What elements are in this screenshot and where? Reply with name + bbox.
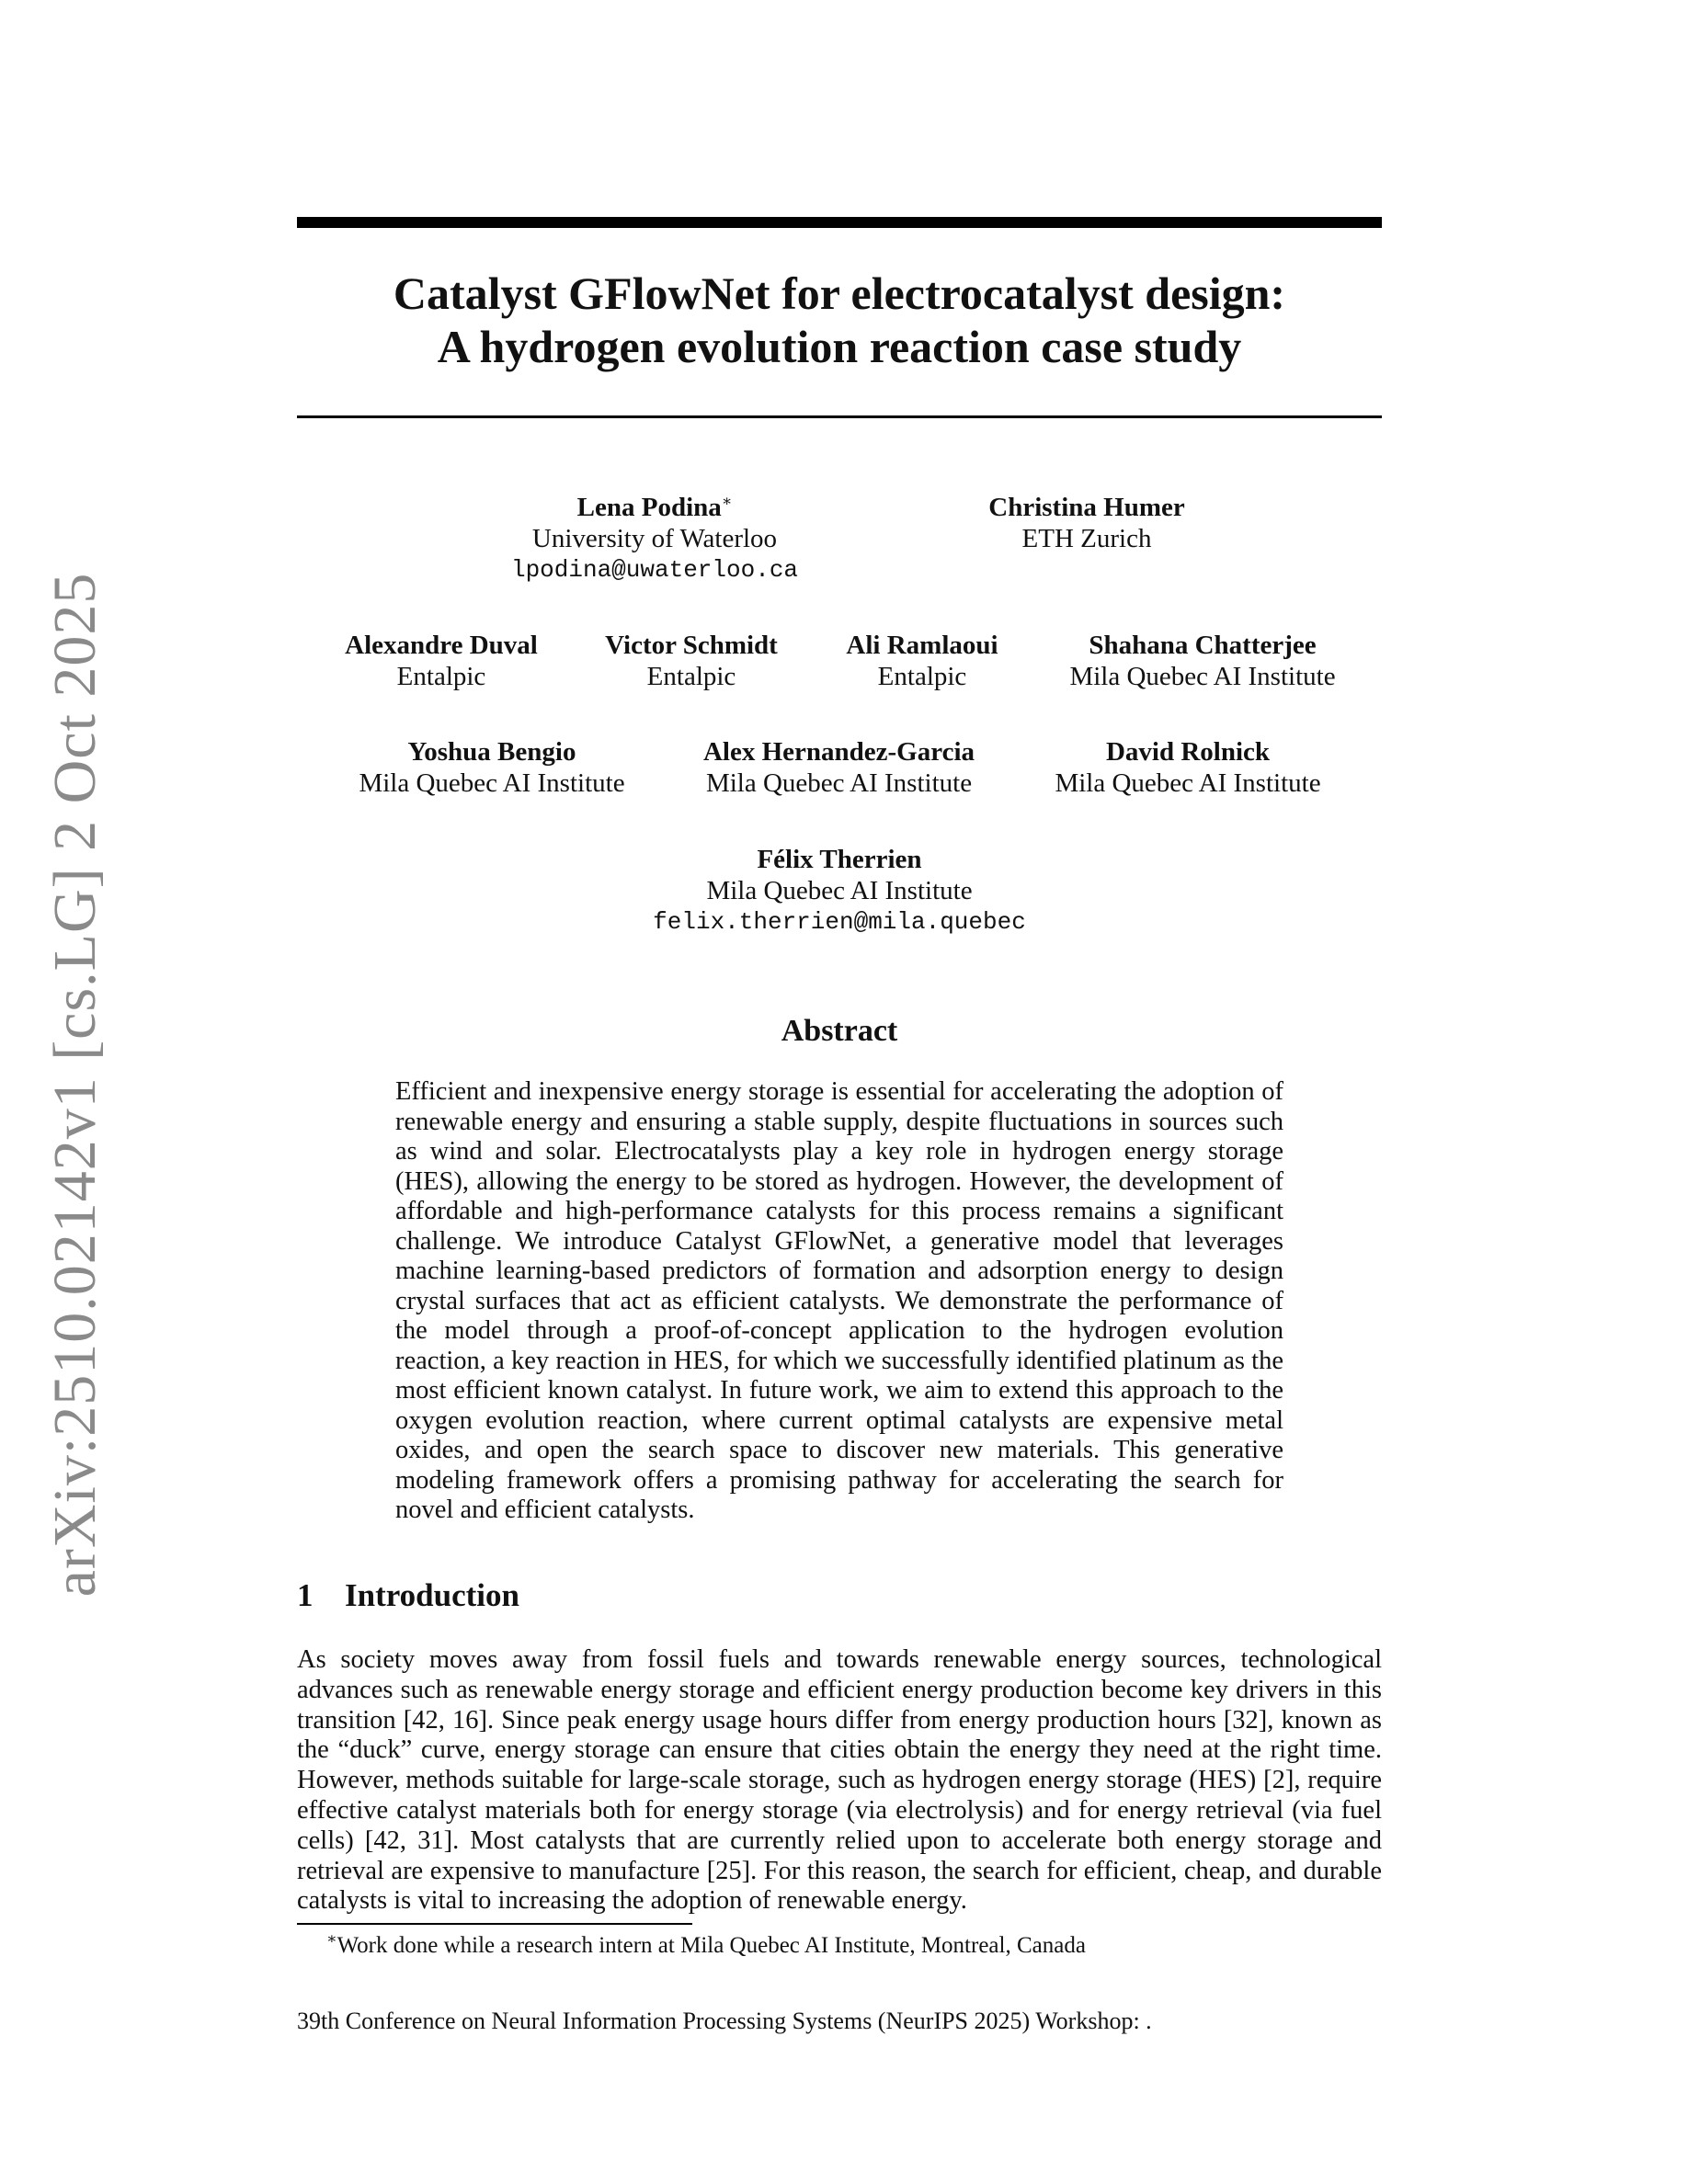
author-name: Lena Podina bbox=[576, 493, 722, 522]
introduction-text: As society moves away from fossil fuels and towards renewable energy sources, technological advances such as renewable energy storage and efficient energy production become key drivers in this transition [42, 16]. Since peak energy usage hours differ from energy production hours [32], known as the “duck” curve, energy storage can ensure that cities obtain the energy they need at the right time. However, methods suitable for large-scale storage, such as hydrogen energy storage (HES) [2], require effective catalyst materials both for energy storage (via electrolysis) and for energy retrieval (via fuel cells) [42, 31]. Most catalysts that are currently relied upon to accelerate both energy storage and retrieval are expensive to manufacture [25]. For this reason, the search for efficient, cheap, and durable catalysts is vital to increasing the adoption of renewable energy. bbox=[297, 1645, 1382, 1916]
author-affiliation: University of Waterloo bbox=[531, 524, 778, 553]
abstract-heading: Abstract bbox=[781, 1014, 898, 1048]
section-title: Introduction bbox=[345, 1577, 519, 1613]
author-block bbox=[610, 844, 1069, 938]
footnote-rule bbox=[297, 1923, 692, 1925]
paper-title bbox=[297, 267, 1382, 373]
author-affiliation: Mila Quebec AI Institute bbox=[706, 876, 973, 905]
title-top-rule bbox=[297, 217, 1382, 228]
section-number: 1 bbox=[297, 1577, 314, 1613]
abstract-text: Efficient and inexpensive energy storage is essential for accelerating the adoption of renewable energy and ensuring a stable supply, despite fluctuations in sources such as wind and solar. Electrocatalysts play a key role in hydrogen energy storage (HES), allowing the energy to be stored as hydrogen. However, the development of affordable and high-performance catalysts for this process remains a significant challenge. We introduce Catalyst GFlowNet, a generative model that leverages machine learning-based predictors of formation and adsorption energy to design crystal surfaces that act as efficient catalysts. We demonstrate the performance of the model through a proof-of-concept application to the hydrogen evolution reaction, a key reaction in HES, for which we successfully identified platinum as the most efficient known catalyst. In future work, we aim to extend this approach to the oxygen evolution reaction, where current optimal catalysts are expensive metal oxides, and open the search space to discover new materials. This generative modeling framework offers a promising pathway for accelerating the search for novel and efficient catalysts. bbox=[395, 1077, 1283, 1524]
author-affiliation: ETH Zurich bbox=[1021, 524, 1152, 553]
footnote-text: Work done while a research intern at Mila Quebec AI Institute, Montreal, Canada bbox=[336, 1933, 1086, 1958]
author-name: Victor Schmidt bbox=[605, 631, 778, 660]
author-email[interactable]: felix.therrien@mila.quebec bbox=[653, 908, 1026, 936]
footnote bbox=[326, 1929, 1086, 1960]
author-affiliation: Entalpic bbox=[646, 662, 736, 691]
author-name: Shahana Chatterjee bbox=[1089, 631, 1317, 660]
author-block bbox=[326, 630, 556, 692]
author-block bbox=[340, 736, 644, 799]
author-affiliation: Entalpic bbox=[396, 662, 486, 691]
author-name: Alex Hernandez-Garcia bbox=[702, 737, 975, 767]
author-affiliation: Mila Quebec AI Institute bbox=[1055, 768, 1321, 798]
footnote-mark: ∗ bbox=[326, 1929, 337, 1948]
author-footnote-mark: ∗ bbox=[721, 492, 733, 510]
author-block bbox=[471, 492, 838, 586]
author-block bbox=[1042, 630, 1363, 692]
author-affiliation: Mila Quebec AI Institute bbox=[705, 768, 973, 798]
author-block bbox=[821, 630, 1023, 692]
conference-footer: 39th Conference on Neural Information Processing Systems (NeurIPS 2025) Workshop: . bbox=[297, 2008, 1152, 2034]
author-email[interactable]: lpodina@uwaterloo.ca bbox=[510, 556, 799, 584]
author-name: David Rolnick bbox=[1105, 737, 1271, 767]
author-affiliation: Mila Quebec AI Institute bbox=[359, 768, 625, 798]
author-name: Félix Therrien bbox=[757, 845, 922, 874]
author-name: Yoshua Bengio bbox=[407, 737, 576, 767]
author-block bbox=[676, 736, 1002, 799]
author-block bbox=[949, 492, 1225, 554]
author-block bbox=[581, 630, 802, 692]
title-line-2: A hydrogen evolution reaction case study bbox=[437, 321, 1242, 372]
arxiv-identifier: arXiv:2510.02142v1 [cs.LG] 2 Oct 2025 bbox=[41, 572, 108, 1598]
author-affiliation: Mila Quebec AI Institute bbox=[1069, 662, 1336, 691]
author-block bbox=[1036, 736, 1340, 799]
author-affiliation: Entalpic bbox=[877, 662, 967, 691]
title-bottom-rule bbox=[297, 415, 1382, 418]
author-name: Ali Ramlaoui bbox=[846, 631, 998, 660]
author-name: Alexandre Duval bbox=[345, 631, 538, 660]
title-line-1: Catalyst GFlowNet for electrocatalyst design: bbox=[393, 267, 1286, 319]
author-name: Christina Humer bbox=[988, 493, 1185, 522]
section-heading bbox=[297, 1577, 519, 1614]
